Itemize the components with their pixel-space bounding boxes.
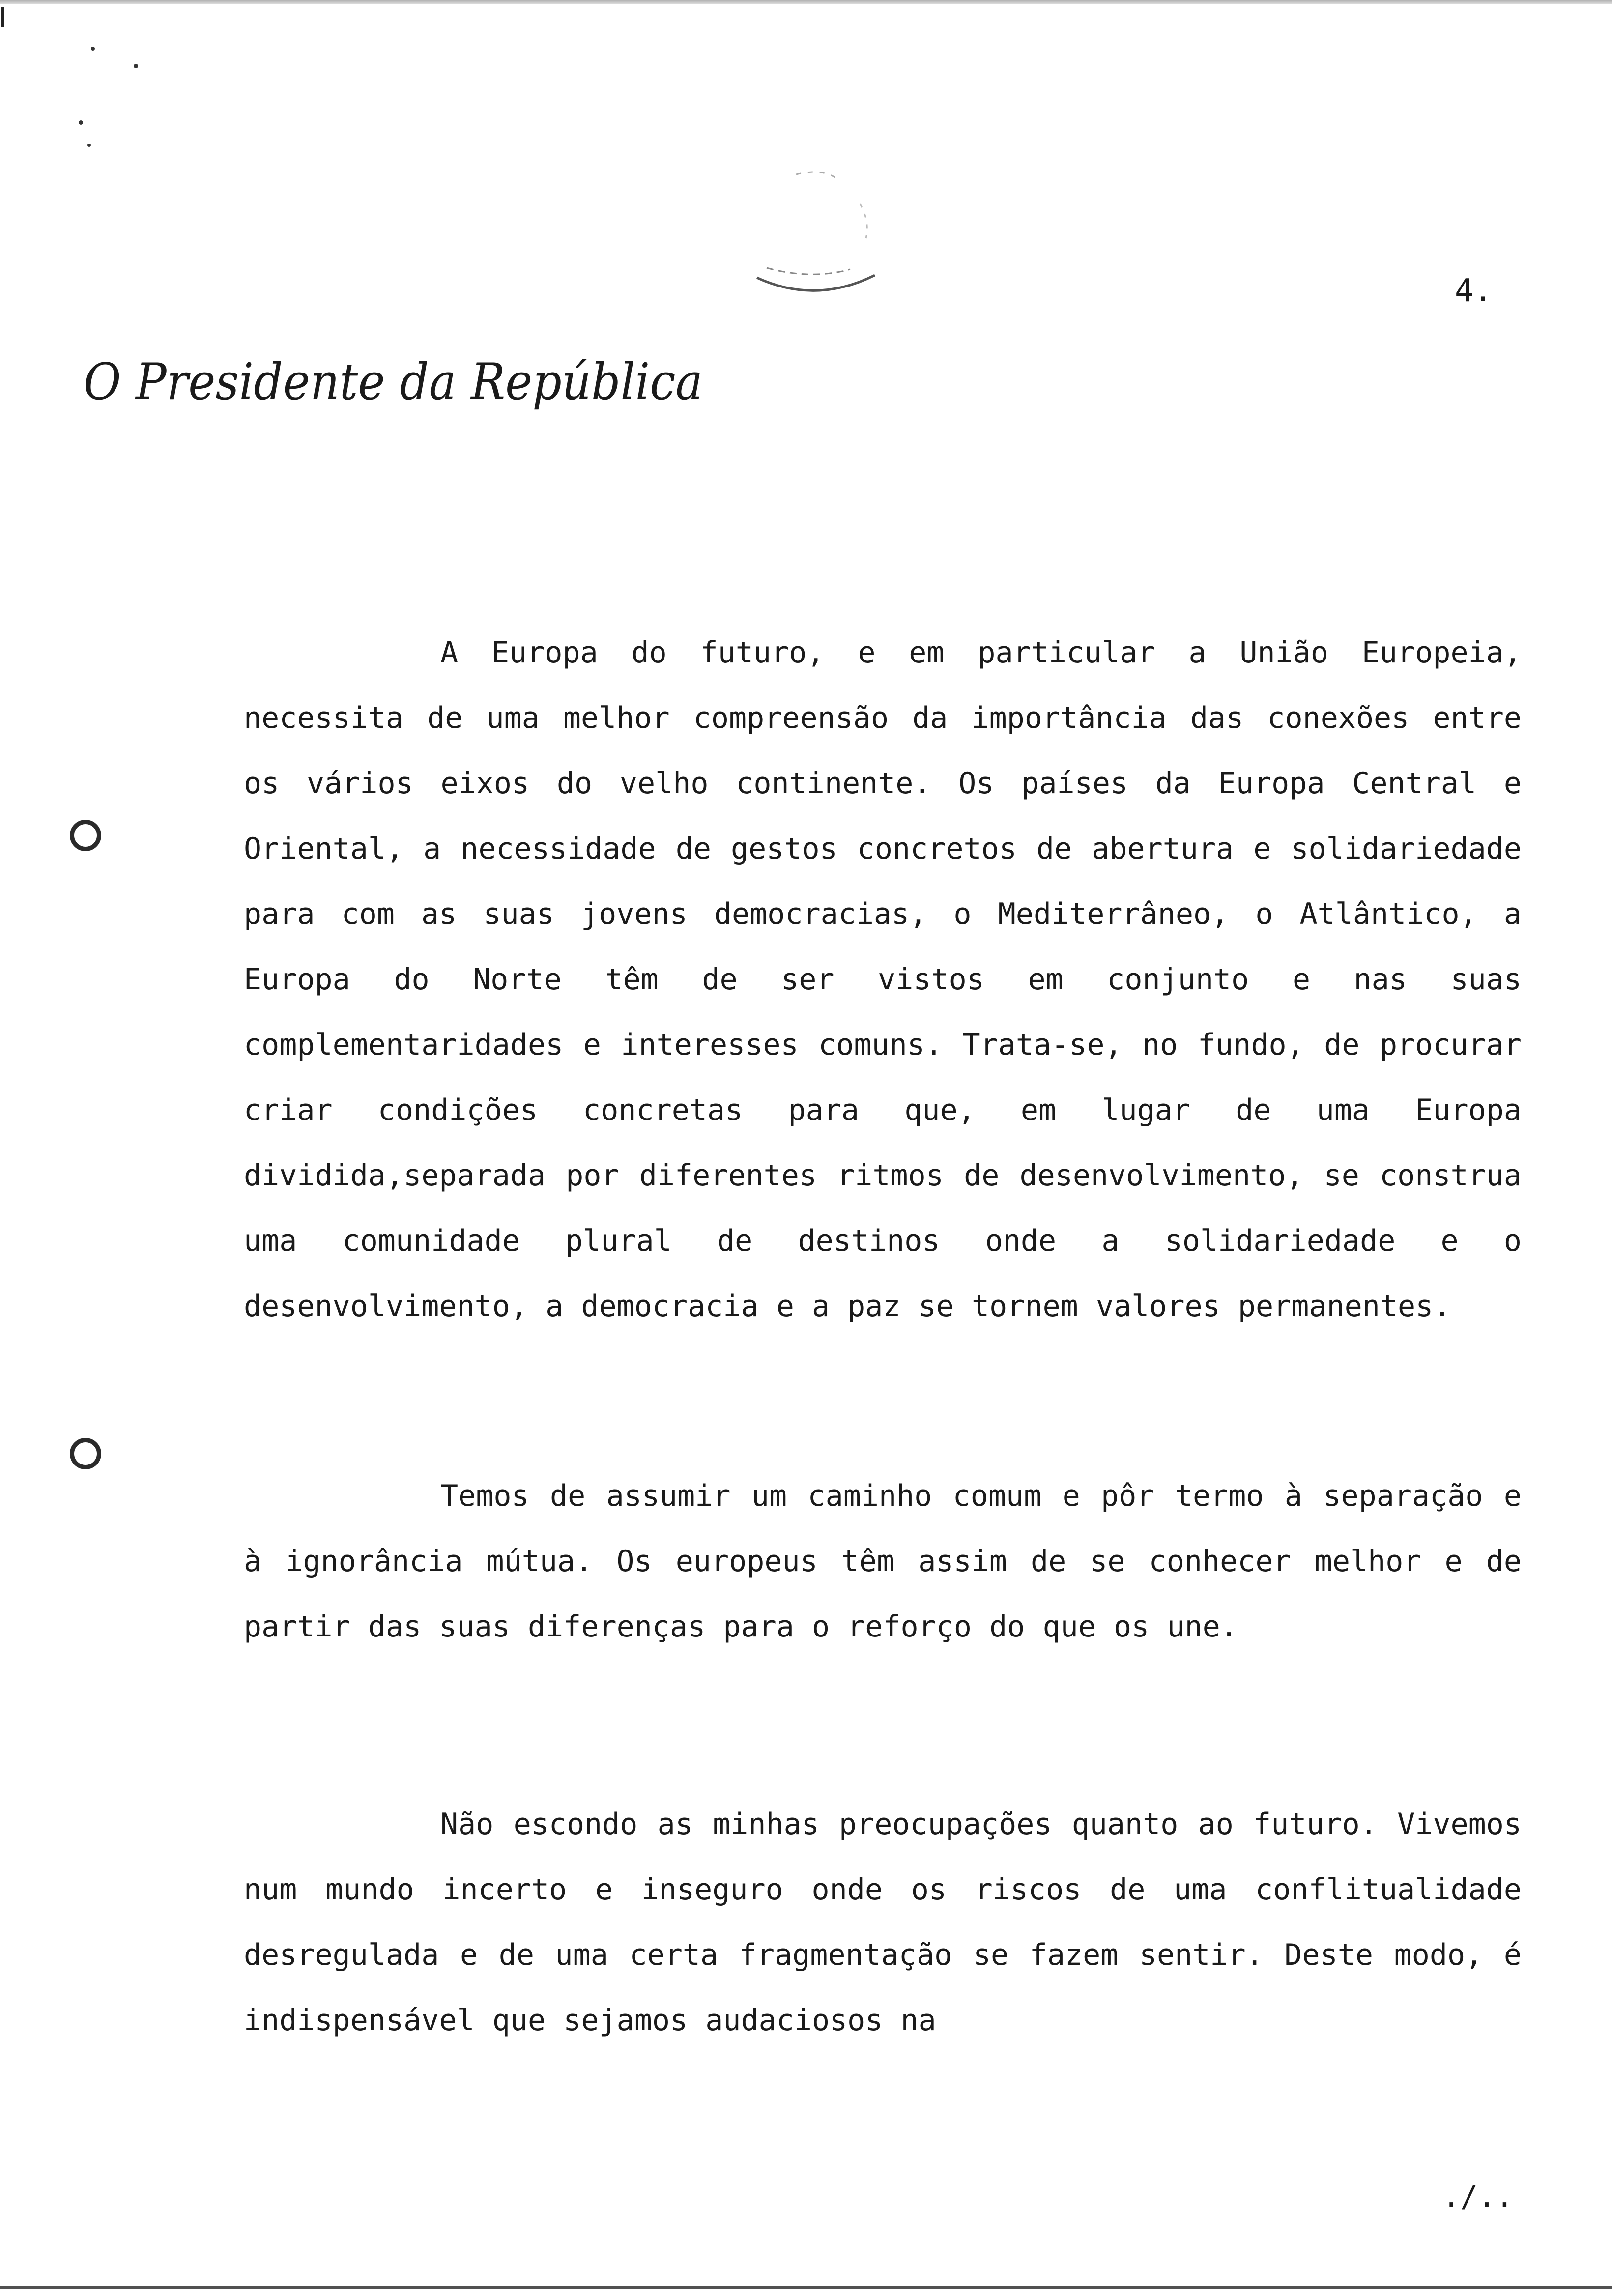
faint-stamp-mark	[737, 157, 894, 315]
continuation-mark: ./..	[1442, 2180, 1514, 2214]
scan-speck	[87, 144, 91, 147]
scan-speck	[134, 64, 138, 68]
scan-top-edge	[0, 0, 1612, 4]
scan-left-mark	[1, 7, 4, 27]
paragraph-3: Não escondo as minhas preocupações quanto ao futuro. Vivemos num mundo incerto e inseguro onde os riscos de uma conflitualidade desregulada e de uma certa fragmentação se fazem sentir. Deste modo, é indispensável que sejamos audaciosos na	[244, 1807, 1522, 2038]
svg-text:O Presidente da República: O Presidente da República	[84, 353, 703, 411]
binder-hole-bottom	[70, 1438, 101, 1469]
scan-bottom-edge	[0, 2286, 1612, 2289]
letterhead-signature	[79, 344, 718, 418]
paragraph-2: Temos de assumir um caminho comum e pôr termo à separação e à ignorância mútua. Os europeus têm assim de se conhecer melhor e de partir das suas diferenças para o reforço do que os une.	[244, 1479, 1522, 1644]
scan-speck	[79, 120, 83, 125]
binder-hole-top	[70, 820, 101, 851]
page-number: 4.	[1455, 273, 1493, 309]
scan-speck	[91, 47, 95, 51]
paragraph-1: A Europa do futuro, e em particular a União Europeia, necessita de uma melhor compreensão da importância das conexões entre os vários eixos do velho continente. Os países da Europa Central e Oriental, a necessidade de gestos concretos de abertura e solidariedade para com as suas jovens democracias, o Mediterrâneo, o Atlântico, a Europa do Norte têm de ser vistos em conjunto e nas suas complementaridades e interesses comuns. Trata-se, no fundo, de procurar criar condições concretas para que, em lugar de uma Europa dividida,separada por diferentes ritmos de desenvolvimento, se construa uma comunidade plural de destinos onde a solidariedade e o desenvolvimento, a democracia e a paz se tornem valores permanentes.	[244, 635, 1522, 1323]
